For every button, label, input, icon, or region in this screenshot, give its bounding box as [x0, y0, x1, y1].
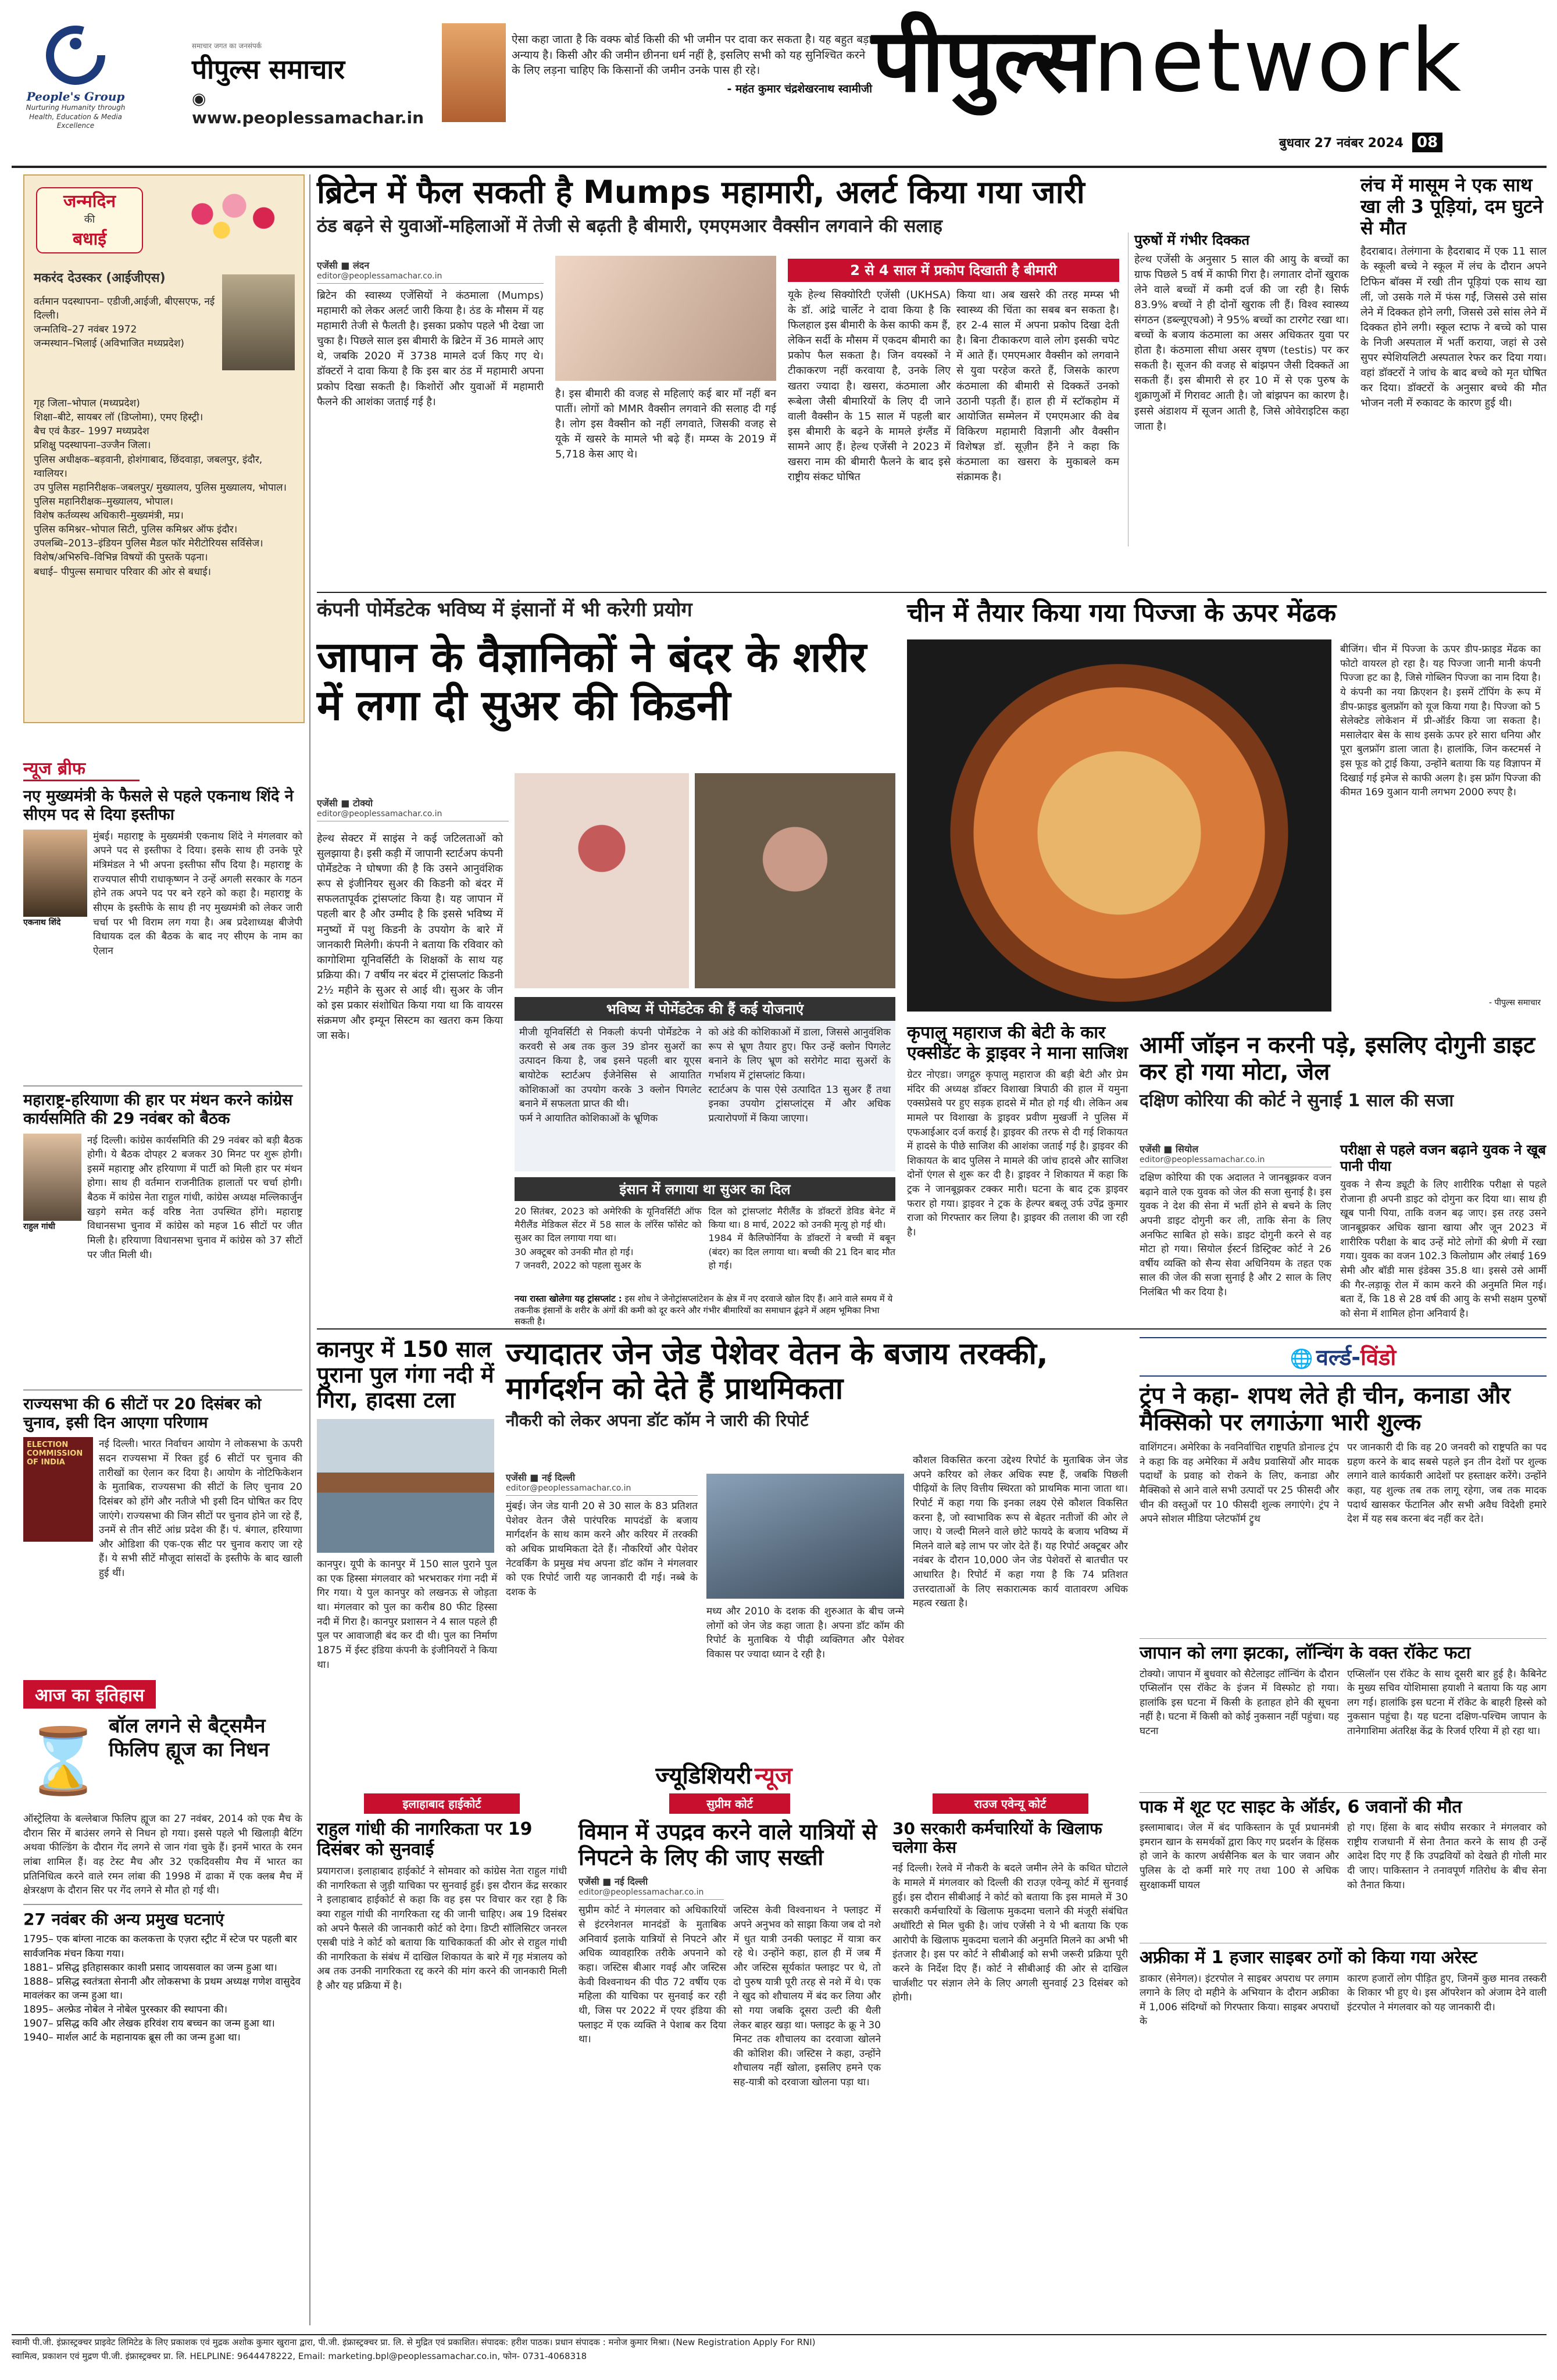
masthead-hindi: पीपुल्स [872, 10, 1094, 112]
japan-byline: एजेंसी ■ टोक्यो [317, 798, 373, 809]
footer-line-2: स्वामित्व, प्रकाशन एवं मुद्रण पी.जी. इंफ्रास्ट्रक्चर प्रा. लि. HELPLINE: 9644478222, Email: marketing.bpl@peoplessamachar.co.in, फोन- 0731-4068318 [12, 2351, 587, 2361]
brief-headline-1: नए मुख्यमंत्री के फैसले से पहले एकनाथ शिंदे ने सीएम पद से दिया इस्तीफा [23, 787, 294, 824]
mumps-byline: एजेंसी ■ लंदन [317, 260, 370, 271]
human-box [515, 1177, 895, 1291]
masthead-english: network [1093, 10, 1464, 112]
plans-title: भविष्य में पोर्मेडटेक की हैं कई योजनाएं [515, 997, 895, 1021]
mumps-subhead: ठंड बढ़ने से युवाओं-महिलाओं में तेजी से बढ़ती है बीमारी, एमएमआर वैक्सीन लगवाने की सलाह [317, 216, 942, 237]
office-workers-photo [706, 1474, 904, 1599]
rocket-col2: एप्सिलॉन एस रॉकेट के साथ दूसरी बार हुई है। कैबिनेट के मुख्य सचिव योशिमासा हयाशी ने बताया कि यह आग लग गई। हालांकि इस घटना में रॉकेट के बाहरी हिस्से को नुकसान पहुंचा है। यह घटना दक्षिण-पश्चिम जापान के तानेगाशिमा अंतरिक्ष केंद्र के रिजर्व एरिया में हो रहा था। [1347, 1668, 1547, 1738]
sc-email: editor@peoplessamachar.co.in [578, 1888, 724, 1900]
paper-name: पीपुल्स समाचार [192, 53, 345, 85]
korea-side-title: परीक्षा से पहले वजन बढ़ाने युवक ने खूब पानी पीया [1340, 1142, 1547, 1174]
world-label-a: वर्ल्ड [1316, 1345, 1352, 1370]
japan-col1: हेल्थ सेक्टर में साइंस ने कई जटिलताओं को सुलझाया है। इसी कड़ी में जापानी स्टार्टअप कंपनी पोर्मेडटेक ने घोषणा की है कि उसने आनुवंशिक रूप से इंजीनियर सुअर की किडनी को बंदर में सफलतापूर्वक ट्रांसप्लांट किया है। यह जापान में पहली बार है और उम्मीद है कि इससे भविष्य में मनुष्यों में पशु किडनी के उपयोग के बारे में जानकारी मिलेगी। कंपनी ने बताया कि रविवार को कागोशिमा यूनिवर्सिटी के शिक्षकों के साथ यह प्रक्रिया की। 7 वर्षीय नर बंदर में ट्रांसप्लांट किडनी 2½ महीने के सुअर से आई थी। सुअर के जीन को इस प्रकार संशोधित किया गया था कि वायरस संक्रमण और इम्यून सिस्टम का खतरा कम किया जा सके। [317, 832, 503, 1042]
plans-item: मीजी यूनिवर्सिटी से निकली कंपनी पोर्मेडटेक ने करवरी से अब तक कुल 39 डोनर सुअरों का उत्पादन किया है, जब इसने पहली बार यूएस बायोटेक स्टार्टअप ईजेनेसिस से आयातित कोशिकाओं का उपयोग करके 3 क्लोन पिगलेट बनाने में सफलता प्राप्त की थी। [519, 1027, 702, 1110]
kanpur-body: कानपुर। यूपी के कानपुर में 150 साल पुराने पुल का एक हिस्सा मंगलवार को भरभराकर गंगा नदी में गिर गया। ये पुल कानपुर को लखनऊ से जोड़ता था। मंगलवार को पुल का करीब 80 फीट हिस्सा नदी में गिरा है। कानपुर प्रशासन ने 4 साल पहले ही पुल पर आवाजाही बंद कर दी थी। पुल का निर्माण 1875 में ईस्ट इंडिया कंपनी के इंजीनियरों ने किया था। [317, 1559, 497, 1671]
masthead-title [872, 10, 1547, 134]
korea-subhead: दक्षिण कोरिया की कोर्ट ने सुनाई 1 साल की सजा [1140, 1091, 1454, 1111]
hyderabad-body: हैदराबाद। तेलंगाना के हैदराबाद में एक 11 साल के स्कूली बच्चे ने स्कूल में लंच के दौरान अपने टिफिन बॉक्स में रखी तीन पूड़ियां एक साथ खा लीं, जो उसके गले में फंस गईं, जिससे उसे सांस लेने में दिक्कत होने लगी, जिससे उसे सांस लेने में दिक्कत होने लगी। स्कूल स्टाफ ने बच्चे को पास के निजी अस्पताल में भर्ती कराया, जहां से उसे सुपर स्पेशियलिटी अस्पताल रेफर कर दिया गया। वहां डॉक्टरों ने जांच के बाद बच्चे को मृत घोषित कर दिया। डॉक्टरों के अनुसार बच्चे की मौत भोजन नली में रुकावट के कारण हुई थी। [1360, 245, 1547, 410]
mumps-col1: ब्रिटेन की स्वास्थ्य एजेंसियों ने कंठमाला (Mumps) महामारी को लेकर अलर्ट जारी किया है। ठंड के मौसम में यह महामारी तेजी से फैलती है। इसका प्रकोप पहले भी देखा जा चुका है। पिछले साल इस बीमारी के ब्रिटेन में 36 मामले आए थे, जबकि 2020 में 3738 मामले दर्ज किए गए थे। डॉक्टरों ने दावा किया है कि इस बार ठंड में महामारी अपना प्रकोप दिखा सकती है। किशोरों और युवाओं में महामारी फैलने की आशंका जताई गई है। [317, 290, 544, 408]
genz-byline: एजेंसी ■ नई दिल्ली [506, 1472, 576, 1483]
mumps-col2: है। इस बीमारी की वजह से महिलाएं कई बार माँ नहीं बन पातीं। लोगों को MMR वैक्सीन लगवाने की सलाह दी गई है। लोग इस वैक्सीन को नहीं लगवाते, जिसकी वजह से यूके में खसरे के मामले भी बढ़े हैं। मम्प्स के 2019 में 5,718 केस आए थे। [555, 388, 776, 461]
sc-headline: विमान में उपद्रव करने वाले यात्रियों से निपटने के लिए की जाए सख्ती [578, 1819, 877, 1870]
sc-col2: जस्टिस केवी विश्वनाथन ने फ्लाइट में अपने अनुभव को साझा किया जब दो नशे में धुत यात्री उनकी फ्लाइट में यात्रा कर रहे थे। उन्होंने कहा, हाल ही में जब मैं और जस्टिस सूर्यकांत फ्लाइट पर थे, तो दो पुरुष यात्री पूरी तरह से नशे में थे। एक ने खुद को शौचालय में बंद कर लिया और सो गया जबकि दूसरा उल्टी की थैली लेकर बाहर खड़ा था। फ्लाइट के क्रू ने 30 मिनट तक शौचालय का दरवाजा खोलने की कोशिश की। जस्टिस ने कहा, उन्होंने शौचालय नहीं खोला, इसलिए हमने एक सह-यात्री को दरवाजा खोलना पड़ा था। [733, 1904, 881, 2089]
africa-headline: अफ्रीका में 1 हजार साइबर ठगों को किया गया अरेस्ट [1140, 1943, 1547, 1968]
hc-headline: राहुल गांधी की नागरिकता पर 19 दिसंबर को सुनवाई [317, 1819, 533, 1860]
trump-col1: वाशिंगटन। अमेरिका के नवनिर्वाचित राष्ट्रपति डोनाल्ड ट्रंप ने कहा कि वह अमेरिका में अवैध प्रवासियों और मादक पदार्थों के प्रवाह को रोकने के लिए, कनाडा और मैक्सिको से आने वाले सभी उत्पादों पर 25 फीसदी और चीन की वस्तुओं पर 10 फीसदी शुल्क लगाएंगे। ट्रंप ने अपने सोशल मीडिया प्लेटफॉर्म ट्रुथ [1140, 1442, 1339, 1525]
human-item: 30 अक्टूबर को उनकी मौत हो गई। [515, 1246, 634, 1257]
mumps-side-body: हेल्थ एजेंसी के अनुसार 5 साल की आयु के बच्चों का ग्राफ पिछले 5 वर्ष में काफी गिरा है। लगातार दोनों खुराक लेने वाले बच्चों में कमी दर्ज की जा रही है। सिर्फ 83.9% बच्चों ने ही दोनों खुराक ली हैं। विश्व स्वास्थ्य संगठन (डब्ल्यूएचओ) ने 95% बच्चों का टारगेट रखा था। बच्चों के बजाय कंठमाला का असर अधिकतर युवा पर होता है। कंठमाला सीधा असर वृषण (testis) पर कर सकती है। सूजन की वजह से बांझपन जैसी दिक्कतें आ सकती हैं। इस बीमारी से हर 10 में से एक पुरुष के शुक्राणुओं में गिरावट आती है। जो बांझपन का कारण है। इससे अंडाशय में सूजन आती है, जिसे ओवेराइटिस कहा जाता है। [1134, 253, 1349, 433]
japan-note-body: इस शोध ने जेनोट्रांसप्लांटेशन के क्षेत्र में नए दरवाजे खोल दिए हैं। आने वाले समय में ये तकनीक इंसानों के शरीर के अंगों की कमी को दूर करने और गंभीर बीमारियों का समाधान ढूंढ़ने में अहम भूमिका निभा सकती है। [515, 1293, 893, 1327]
brief-body-3: नई दिल्ली। भारत निर्वाचन आयोग ने लोकसभा के ऊपरी सदन राज्यसभा में रिक्त हुई 6 सीटों पर चुनाव की तारीखों का ऐलान कर दिया है। आयोग के नोटिफिकेशन के मुताबिक, राज्यसभा की सीटों के लिए चुनाव 20 दिसंबर को होंगे और नतीजे भी इसी दिन घोषित कर दिए जाएंगे। राज्यसभा की जिन सीटों पर चुनाव होने जा रहे हैं, उनमें से तीन सीटें आंध्र प्रदेश की हैं। पं. बंगाल, हरियाणा और ओडिशा की एक-एक सीट पर चुनाव कराए जा रहे हैं। ये सभी सीटें मौजूदा सांसदों के इस्तीफे के बाद खाली हुई थीं। [99, 1438, 302, 1579]
rc-body: नई दिल्ली। रेलवे में नौकरी के बदले जमीन लेने के कथित घोटाले के मामले में मंगलवार को दिल्ली की राउज़ एवेन्यू कोर्ट में सुनवाई हुई। इस दौरान सीबीआई ने कोर्ट को बताया कि इस मामले में 30 सरकारी कर्मचारियों के खिलाफ मुकदमा चलाने की मंजूरी संबंधित अथॉरिटी से मिल चुकी है। जांच एजेंसी ने ये भी बताया कि एक आरोपी के खिलाफ मुकदमा चलाने की अनुमति मिलने का अभी भी इंतजार है। इस पर कोर्ट ने सीबीआई को सभी जरूरी प्रक्रिया पूरी करने के निर्देश दिए हैं। कोर्ट ने सीबीआई की ओर से दाखिल चार्जशीट पर संज्ञान लेने के लिए अगली सुनवाई 23 दिसंबर को होगी। [892, 1863, 1128, 2004]
globe-icon: ◉ [192, 89, 206, 108]
mumps-article [317, 174, 1358, 593]
website-text: www.peoplessamachar.in [192, 108, 424, 127]
genz-headline: ज्यादातर जेन जेड पेशेवर वेतन के बजाय तरक्की, मार्गदर्शन को देते हैं प्राथमिकता [506, 1336, 1048, 1406]
genz-col1: मुंबई। जेन जेड यानी 20 से 30 साल के 83 प्रतिशत पेशेवर वेतन जैसे पारंपरिक मापदंडों के बजाय मार्गदर्शन के साथ काम करने और करियर में तरक्की को अधिक प्राथमिकता देते हैं। नौकरियों और पेशेवर नेटवर्किंग के प्रमुख मंच अपना डॉट कॉम ने मंगलवार को एक रिपोर्ट जारी यह जानकारी दी गई। नब्बे के दशक के [506, 1500, 698, 1598]
kripalu-article [907, 1023, 1128, 1325]
history-event: 1795– एक बांग्ला नाटक का कलकत्ता के एज़रा स्ट्रीट में स्टेज पर पहली बार सार्वजनिक मंचन किया गया। [23, 1934, 297, 1960]
japan-headline: जापान के वैज्ञानिकों ने बंदर के शरीर में लगा दी सुअर की किडनी [317, 632, 867, 730]
genz-subhead: नौकरी को लेकर अपना डॉट कॉम ने जारी की रिपोर्ट [506, 1410, 809, 1430]
plans-item: फर्म ने आयातित कोशिकाओं के भ्रूणिक [519, 1112, 658, 1124]
kripalu-body: ग्रेटर नोएडा। जगद्गुरु कृपालु महाराज की बड़ी बेटी और प्रेम मंदिर की अध्यक्ष डॉक्टर विशाखा त्रिपाठी की हाल में यमुना एक्सप्रेसवे पर हुए सड़क हादसे में मौत हो गई थी। लेकिन अब मामले पर विशाखा के ड्राइवर प्रवीण मुखर्जी ने पुलिस में एफआईआर दर्ज कराई है। ड्राइवर की तरफ से दी गई शिकायत में हादसे के पीछे साजिश की आशंका जताई गई है। ड्राइवर की शिकायत के बाद पुलिस ने मामले की जांच हादसे और साजिश दोनों एंगल से शुरू कर दी है। ड्राइवर ने शिकायत में कहा कि ट्रक ने जानबूझकर टक्कर मारी। घटना के बाद ट्रक ड्राइवर फरार हो गया। ड्राइवर ने ट्रक के हेल्पर बबलू उर्फ उपेंद्र कुमार राजा को गिरफ्तार कर लिया है। ड्राइवर की तलाश की जा रही है। [907, 1069, 1128, 1239]
history-event: 1895– अल्फ्रेड नोबेल ने नोबेल पुरस्कार की स्थापना की। [23, 2004, 228, 2016]
hourglass-icon: ⌛ [23, 1724, 103, 1798]
bridge-photo [317, 1419, 494, 1553]
human-item: 20 सितंबर, 2023 को अमेरिकी के यूनिवर्सिटी ऑफ मैरीलैंड मेडिकल सेंटर में 58 साल के लॉरेंस फॉसेट को सुअर का दिल लगाया गया था। [515, 1206, 702, 1244]
plans-item: को अंडे की कोशिकाओं में डाला, जिससे आनुवंशिक रूप से भ्रूण तैयार हुए। फिर उन्हें क्लोन पिगलेट बनाने के लिए भ्रूण को सरोगेट मादा सुअरों के गर्भाशय में ट्रांसप्लांट किया। [708, 1027, 891, 1081]
group-tagline: Nurturing Humanity through Health, Education & Media Excellence [26, 103, 126, 130]
world-label-b: विंडो [1360, 1345, 1397, 1370]
history-body: ऑस्ट्रेलिया के बल्लेबाज फिलिप ह्यूज का 27 नवंबर, 2014 को एक मैच के दौरान सिर में बाउंसर लगने से निधन हो गया। इससे पहले भी खिलाड़ी बैटिंग अथवा फील्डिंग के दौरान गेंद लगने से जान गंवा चुके हैं। इनमें भारत के रमन लांबा शामिल हैं। वह टेस्ट मैच और 32 एकदिवसीय मैच में भारत का प्रतिनिधित्व करने वाले रमन लांबा की 1998 में ढाका में एक क्लब मैच में क्षेत्ररक्षण के दौरान सिर पर गेंद लगने से मौत हो गई थी। [23, 1813, 302, 1897]
rocket-headline: जापान को लगा झटका, लॉन्चिंग के वक्त रॉकेट फटा [1140, 1638, 1547, 1664]
history-event: 1907– प्रसिद्ध कवि और लेखक हरिवंश राय बच्चन का जन्म हुआ था। [23, 2018, 275, 2030]
korea-col2: युवक ने सैन्य ड्यूटी के लिए शारीरिक परीक्षा से पहले रोजाना ही अपनी डाइट को दोगुना कर दिया था। साथ ही खूब पानी पिया, ताकि वजन बढ़ जाए। इस तरह उसने जानबूझकर अधिक खाना खाया और जून 2023 में शारीरिक परीक्षा के बाद उन्हें मोटे लोगों की श्रेणी में रखा गया। युवक का वजन 102.3 किलोग्राम और लंबाई 169 सेमी और बॉडी मास इंडेक्स 35.8 था। इससे उसे आर्मी की गैर-लड़ाकू रोल में काम करने की अनुमति मिल गई। बता दें, कि 18 से 28 वर्ष की आयु के सभी सक्षम पुरुषों को सेना में शामिल होना अनिवार्य है। [1340, 1179, 1547, 1320]
africa-col1: डाकार (सेनेगल)। इंटरपोल ने साइबर अपराध पर लगाम लगाने के लिए दो महीने के अभियान के दौरान अफ्रीका में 1,006 संदिग्धों को गिरफ्तार किया। साइबर अपराधों के [1140, 1972, 1339, 2028]
brief-photo-1 [23, 830, 87, 1080]
rc-tag: राउज एवेन्यू कोर्ट [933, 1793, 1088, 1814]
globe-icon: 🌐 [1290, 1348, 1313, 1370]
mumps-side-title: पुरुषों में गंभीर दिक्कत [1134, 232, 1250, 248]
brief-caption-1: एकनाथ शिंदे [23, 917, 61, 927]
history-events-title: 27 नवंबर की अन्य प्रमुख घटनाएं [23, 1904, 302, 1929]
genz-article [506, 1337, 1128, 1756]
quote-box [512, 32, 872, 148]
judiciary-section [317, 1759, 1131, 2331]
pak-col1: इस्लामाबाद। जेल में बंद पाकिस्तान के पूर्व प्रधानमंत्री इमरान खान के समर्थकों द्वारा किए गए प्रदर्शन के हिंसक हो जाने के कारण अर्धसैनिक बल के चार जवान और पुलिस के दो कर्मी मारे गए तथा 100 से अधिक सुरक्षाकर्मी घायल [1140, 1822, 1339, 1891]
sc-col1: सुप्रीम कोर्ट ने मंगलवार को अधिकारियों से इंटरनेशनल मानदंडों के मुताबिक अनिवार्य इलाके यात्रियों से निपटने और अधिक व्यावहारिक तरीके अपनाने को कहा। जस्टिस बीआर गवई और जस्टिस केवी विश्वनाथन की पीठ 72 वर्षीय एक महिला की याचिका पर सुनवाई कर रही थी, जिस पर 2022 में एयर इंडिया की फ्लाइट में एक व्यक्ति ने पेशाब कर दिया था। [578, 1904, 726, 2046]
birthday-box [23, 174, 305, 723]
trump-col2: पर जानकारी दी कि वह 20 जनवरी को राष्ट्रपति का पद ग्रहण करने के बाद सबसे पहले इन तीन देशों पर शुल्क लगाने वाले कार्यकारी आदेशों पर हस्ताक्षर करेंगे। उन्होंने कहा, यह शुल्क तब तक लागू रहेगा, जब तक मादक पदार्थ खासकर फेंटानिल और सभी अवैध विदेशी हमारे देश में यह सब करना बंद नहीं कर देते। [1347, 1442, 1547, 1525]
history-headline: बॉल लगने से बैट्समैन फिलिप ह्यूज का निधन [108, 1714, 270, 1761]
kidney-hands-photo [515, 773, 689, 988]
hyderabad-headline: लंच में मासूम ने एक साथ खा ली 3 पूड़ियां, दम घुटने से मौत [1360, 174, 1543, 239]
hc-tag: इलाहाबाद हाईकोर्ट [364, 1793, 520, 1814]
footer-line-1: स्वामी पी.जी. इंफ्रास्ट्रक्चर प्राइवेट लिमिटेड के लिए प्रकाशक एवं मुद्रक अशोक कुमार खुराना द्वारा, पी.जी. इंफ्रास्ट्रक्चर प्रा. लि. से मुद्रित एवं प्रकाशित। संपादक: हरीश पाठक। प्रधान संपादक : मनोज कुमार मिश्रा। (New Registration Apply For RNI) [12, 2337, 816, 2347]
pizza-headline: चीन में तैयार किया गया पिज्जा के ऊपर मेंढक [907, 598, 1337, 628]
pizza-article [907, 599, 1547, 1017]
hc-body: प्रयागराज। इलाहाबाद हाईकोर्ट ने सोमवार को कांग्रेस नेता राहुल गांधी की नागरिकता से जुड़ी याचिका पर सुनवाई हुई। इस दौरान केंद्र सरकार ने इलाहाबाद हाईकोर्ट से कहा कि वह इस पर विचार कर रहा है कि क्या राहुल गांधी की नागरिकता रद्द की जानी चाहिए। अब 19 दिसंबर को अपने फैसले की जानकारी कोर्ट को देगा। डिप्टी सॉलिसिटर जनरल एसबी पांडे ने कोर्ट को बताया कि याचिकाकर्ता की ओर से राहुल गांधी की नागरिकता के संबंध में दाखिल शिकायत के बारे में गृह मंत्रालय को अब तक उनकी नागरिकता रद्द करने की मांग करने की जानकारी मिली है और यह प्रक्रिया में है। [317, 1866, 567, 1992]
birthday-details: वर्तमान पदस्थापना– एडीजी,आईजी, बीएसएफ, नई दिल्ली। जन्मतिथि–27 नवंबर 1972 जन्मस्थान–भिलाई (अविभाजित मध्यप्रदेश) [34, 296, 215, 350]
human-item: 7 जनवरी, 2022 को पहला सुअर के [515, 1259, 641, 1271]
brief-headline-3: राज्यसभा की 6 सीटों पर 20 दिसंबर को चुनाव, इसी दिन आएगा परिणाम [23, 1389, 302, 1433]
judiciary-label-a: ज्यूडिशियरी [655, 1763, 752, 1789]
trump-headline: ट्रंप ने कहा- शपथ लेते ही चीन, कनाडा और मैक्सिको पर लगाऊंगा भारी शुल्क [1140, 1382, 1510, 1436]
judiciary-label-b: न्यूज [754, 1763, 792, 1789]
korea-article [1140, 1032, 1547, 1323]
group-name: People's Group [26, 90, 125, 103]
issue-date: बुधवार 27 नवंबर 2024 [1279, 136, 1404, 151]
footer [12, 2334, 1547, 2379]
history-event: 1881– प्रसिद्ध इतिहासकार काशी प्रसाद जायसवाल का जन्म हुआ था। [23, 1961, 277, 1974]
brief-body-2: नई दिल्ली। कांग्रेस कार्यसमिति की 29 नवंबर को बड़ी बैठक होगी। ये बैठक दोपहर 2 बजकर 30 मिनट पर शुरू होगी। इसमें महाराष्ट्र और हरियाणा में पार्टी को मिली हार पर मंथन होगा। साथ ही वर्तमान राजनीतिक हालातों पर चर्चा होगी। बैठक में कांग्रेस नेता राहुल गांधी, कांग्रेस अध्यक्ष मल्लिकार्जुन खड़गे समेत कई वरिष्ठ नेता उपस्थित होंगे। महाराष्ट्र विधानसभा चुनाव में कांग्रेस को महज 16 सीटों पर जीत मिली है। हरियाणा विधानसभा चुनाव में कांग्रेस को 37 सीटों पर जीत मिली थी। [87, 1134, 302, 1261]
genz-email: editor@peoplessamachar.co.in [506, 1484, 698, 1496]
pak-headline: पाक में शूट एट साइट के ऑर्डर, 6 जवानों की मौत [1140, 1792, 1547, 1818]
paper-logo [192, 41, 424, 128]
pizza-credit: - पीपुल्स समाचार [1488, 998, 1541, 1007]
election-commission-image: ELECTION COMMISSION OF INDIA [23, 1437, 93, 1542]
sc-byline: एजेंसी ■ नई दिल्ली [578, 1876, 648, 1888]
history-event: 1940– मार्शल आर्ट के महानायक ब्रूस ली का जन्म हुआ था। [23, 2032, 241, 2044]
korea-email: editor@peoplessamachar.co.in [1140, 1155, 1331, 1167]
brief-body-1: मुंबई। महाराष्ट्र के मुख्यमंत्री एकनाथ शिंदे ने मंगलवार को अपने पद से इस्तीफा दे दिया। इसके साथ ही उनके पूरे मंत्रिमंडल ने भी अपना इस्तीफा सौंप दिया है। महाराष्ट्र के राज्यपाल सीपी राधाकृष्णन ने उन्हें अगली सरकार के गठन होने तक अपने पद पर बने रहने को कहा है। महाराष्ट्र के सीएम के इस्तीफे के साथ ही नए मुख्यमंत्री को लेकर जारी चर्चा पर भी विराम लग गया है। अब प्रदेशाध्यक्ष बीजेपी विधायक दल की बैठक के बाद नए सीएम के नाम का ऐलान [93, 830, 302, 957]
website-link[interactable] [192, 89, 424, 127]
pizza-body: बीजिंग। चीन में पिज्जा के ऊपर डीप-फ्राइड मेंढक का फोटो वायरल हो रहा है। यह पिज्जा जानी मानी कंपनी पिज्जा हट का है, जिसे गोब्लिन पिज्जा का नाम दिया है। ये कंपनी का नया क्रिएशन है। इसमें टॉपिंग के रूप में डीप-फ्राइड बुलफ्रॉग को यूज किया गया है। पिज्जा को 5 सेलेक्टेड लोकेशन में प्री-ऑर्डर किया जा सकता है। मसालेदार बेस के साथ इसके ऊपर हरे सारा धनिया और पूरा बुलफ्रॉग डाला जाता है। हालांकि, जिन कस्टमर्स ने इस फूड को ट्राई किया, उन्होंने बताया कि यह विज्ञापन में दिखाई गई इमेज से काफी अलग है। इस फ्रॉग पिज्जा की कीमत 169 युआन यानी लगभग 2000 रुपए है। [1340, 644, 1541, 799]
korea-col1: दक्षिण कोरिया की एक अदालत ने जानबूझकर वजन बढ़ाने वाले एक युवक को जेल की सजा सुनाई है। इस युवक ने देश की सेना में भर्ती होने से बचने के लिए अपनी डाइट दोगुनी कर ली, ताकि सेना के लिए अनफिट साबित हो सके। डाइट दोगुनी करने से वह मोटा हो गया। सियोल ईस्टर्न डिस्ट्रिक्ट कोर्ट ने 26 वर्षीय व्यक्ति को सैन्य सेवा अधिनियम के तहत एक साल की जेल की सजा सुनाई है और 2 साल के लिए निलंबित भी कर दिया है। [1140, 1172, 1331, 1299]
quote-author: - महंत कुमार चंद्रशेखरनाथ स्वामीजी [727, 82, 872, 95]
group-logo-icon [44, 23, 108, 87]
quote-text: ऐसा कहा जाता है कि वक्फ बोर्ड किसी की भी जमीन पर दावा कर सकता है। यह बहुत बड़ा अन्याय है। किसी और की जमीन छीनना धर्म नहीं है, इसलिए सभी को यह सुनिश्चित करने के लिए लड़ना चाहिए कि किसानों की जमीन उनके पास ही रहे। [512, 33, 872, 77]
birthday-details-more: गृह जिला–भोपाल (मध्यप्रदेश) शिक्षा–बीटे, सायबर लॉ (डिप्लोमा), एमए हिस्ट्री। बैच एवं कैडर– 1997 मध्यप्रदेश प्रशिक्षु पदस्थापना–उज्जैन जिला। पुलिस अधीक्षक–बड़वानी, होशंगाबाद, छिंदवाड़ा, जबलपुर, इंदौर, ग्वालियर। उप पुलिस महानिरीक्षक–जबलपुर/ मुख्यालय, पुलिस मुख्यालय, भोपाल। पुलिस महानिरीक्षक–मुख्यालय, भोपाल। विशेष कर्तव्यस्थ अधिकारी–मुख्यमंत्री, मप्र। पुलिस कमिश्नर–भोपाल सिटी, पुलिस कमिश्नर ऑफ इंदौर। उपलब्धि–2013–इंडियन पुलिस मैडल फॉर मेरीटोरियस सर्विसेज। विशेष/अभिरुचि–विभिन्न विषयों की पुस्तकें पढ़ना। बधाई– पीपुल्स समाचार परिवार की ओर से बधाई। [34, 398, 287, 578]
history-event: 1888– प्रसिद्ध स्वतंत्रता सेनानी और लोकसभा के प्रथम अध्यक्ष गणेश वासुदेव मावलंकर का जन्म हुआ था। [23, 1975, 301, 2002]
sick-child-photo [555, 256, 776, 381]
korea-headline: आर्मी जॉइन न करनी पड़े, इसलिए दोगुनी डाइट कर हो गया मोटा, जेल [1140, 1032, 1535, 1085]
birthday-person-photo [222, 274, 295, 370]
kanpur-article [317, 1337, 497, 1756]
brief-headline-2: महाराष्ट्र-हरियाणा की हार पर मंथन करने कांग्रेस कार्यसमिति की 29 नवंबर को बैठक [23, 1085, 302, 1129]
hyderabad-article [1360, 174, 1547, 593]
birthday-name: मकरंद देउस्कर (आईजीएस) [34, 271, 166, 285]
plans-box [515, 997, 895, 1171]
quote-author-photo [442, 23, 506, 122]
history-box [23, 1680, 302, 2325]
page-number: 08 [1412, 133, 1442, 152]
japan-email: editor@peoplessamachar.co.in [317, 809, 509, 821]
mumps-email: editor@peoplessamachar.co.in [317, 271, 544, 284]
brief-photo-2 [23, 1134, 81, 1384]
japan-note-title: नया रास्ता खोलेगा यह ट्रांसप्लांट : [515, 1293, 622, 1304]
monkey-photo [695, 773, 895, 988]
history-label: आज का इतिहास [23, 1680, 156, 1709]
sc-tag: सुप्रीम कोर्ट [669, 1793, 790, 1814]
kripalu-headline: कृपालु महाराज की बेटी के कार एक्सीडेंट के ड्राइवर ने माना साजिश [907, 1023, 1129, 1063]
japan-note [515, 1293, 895, 1327]
brief-caption-2: राहुल गांधी [23, 1221, 55, 1231]
africa-col2: कारण हजारों लोग पीड़ित हुए, जिनमें कुछ मानव तस्करी के शिकार भी हुए थे। इस ऑपरेशन को अंजाम देने वाली इंटरपोल ने मंगलवार को यह जानकारी दी। [1347, 1972, 1547, 2013]
genz-col2: मध्य और 2010 के दशक की शुरुआत के बीच जन्मे लोगों को जेन जेड कहा जाता है। अपना डॉट कॉम की रिपोर्ट के मुताबिक ये पीढ़ी व्यक्तिगत और पेशेवर विकास पर ज्यादा ध्यान दे रही है। [706, 1606, 904, 1660]
date-bar [1279, 133, 1547, 158]
mumps-red-tag: 2 से 4 साल में प्रकोप दिखाती है बीमारी [788, 259, 1119, 282]
genz-col3: कौशल विकसित करना उद्देश्य रिपोर्ट के मुताबिक जेन जेड अपने करियर को लेकर अधिक स्पष्ट हैं, जबकि पिछली पीढ़ियों के लिए वित्तीय स्थिरता को प्राथमिक माना जाता था। रिपोर्ट में कहा गया कि इनका लक्ष्य ऐसे कौशल विकसित करना है, जो स्वाभाविक रूप से बेहतर नतीजों की ओर ले जाए। ये जल्दी मिलने वाले छोटे फायदे के बजाय भविष्य में मिलने वाले बड़े लाभ पर जोर देते हैं। यह रिपोर्ट अक्टूबर और नवंबर के दौरान 10,000 जेन जेड पेशेवरों से बातचीत पर आधारित है। रिपोर्ट में कहा गया है कि 74 प्रतिशत उत्तरदाताओं के लिए सकारात्मक कार्य वातावरण अधिक महत्व रखता है। [913, 1455, 1128, 1610]
mumps-col4: किया था। अब खसरे की तरह मम्प्स भी स्वास्थ्य की चिंता का सबब बन सकता है। हर 2-4 साल में अपना प्रकोप दिखा देती है। बिना टीकाकरण वाले लोग इसकी चपेट में आते हैं। एमएमआर वैक्सीन को लगवाने से युवा परहेज करते हैं, जिसके कारण कंठमाला की बीमारी से दिक्कतें उनको उठानी पड़ती हैं। हाल ही में स्टॉकहोम में आयोजित सम्मेलन में एमएमआर की वेब विकिरण महामारी विज्ञानी और वैक्सीन विशेषज्ञ डॉ. सूज़ीन हैंने ने कहा कि कंठमाला का खसरा के मुकाबले कम संक्रामक है। [956, 289, 1119, 484]
world-window: 🌐 वर्ल्ड-विंडो ट्रंप ने कहा- शपथ लेते ही चीन, कनाडा और मैक्सिको पर लगाऊंगा भारी शुल्क वाशिंगटन। अमेरिका के नवनिर्वाचित राष्ट्रपति डोनाल्ड ट्रंप ने कहा कि वह अमेरिका में अवैध प्रवासियों और मादक पदार्थों के प्रवाह को रोकने के लिए, कनाडा और मैक्सिको से आने वाले सभी उत्पादों पर 25 फीसदी और चीन की वस्तुओं पर 10 फीसदी शुल्क लगाएंगे। ट्रंप ने अपने सोशल मीडिया प्लेटफॉर्म ट्रुथ पर जानकारी दी कि वह 20 जनवरी को राष्ट्रपति का पद ग्रहण करने के बाद सबसे पहले इन तीन देशों पर शुल्क लगाने वाले कार्यकारी आदेशों पर हस्ताक्षर करेंगे। उन्होंने कहा, यह शुल्क तब तक लागू रहेगा, जब तक मादक पदार्थ खासकर फेंटानिल और सभी अवैध विदेशी हमारे देश में यह सब करना बंद नहीं कर देते। जापान को लगा झटका, लॉन्चिंग के वक्त रॉकेट फटा टोक्यो। जापान में बुधवार को सैटेलाइट लॉन्चिंग के दौरान एप्सिलॉन एस रॉकेट के इंजन में विस्फोट हो गया। हालांकि इस घटना में किसी के हताहत होने की सूचना नहीं है। घटना में किसी को कोई नुकसान नहीं पहुंचा। यह घटना एप्सिलॉन एस रॉकेट के साथ दूसरी बार हुई है। कैबिनेट के मुख्य सचिव योशिमासा हयाशी ने बताया कि यह आग लग गई। हालांकि इस घटना में रॉकेट के बाहरी हिस्से को नुकसान पहुंचा है। यह घटना दक्षिण-पश्चिम जापान के तानेगाशिमा अंतरिक्ष केंद्र के रिजर्व एरिया में हो रहा था। पाक में शूट एट साइट के ऑर्डर, 6 जवानों की मौत इस्लामाबाद। जेल में बंद पाकिस्तान के पूर्व प्रधानमंत्री इमरान खान के समर्थकों द्वारा किए गए प्रदर्शन के हिंसक हो जाने के कारण अर्धसैनिक बल के चार जवान और पुलिस के दो कर्मी मारे गए तथा 100 से अधिक सुरक्षाकर्मी घायल हो गए। हिंसा के बाद संघीय सरकार ने मंगलवार को राष्ट्रीय राजधानी में सेना तैनात करने के साथ ही उन्हें आदेश दिए गए हैं कि उपद्रवियों को देखते ही गोली मार दी जाए। पाकिस्तान ने तनावपूर्ण गतिरोध के बीच सेना को तैनात किया। अफ्रीका में 1 हजार साइबर ठगों को किया गया अरेस्ट डाकार (सेनेगल)। इंटरपोल ने साइबर अपराध पर लगाम लगाने के लिए दो महीने के अभियान के दौरान अफ्रीका में 1,006 संदिग्धों को गिरफ्तार किया। साइबर अपराधों के कारण हजारों लोग पीड़ित हुए, जिनमें कुछ मानव तस्करी के शिकार भी हुए थे। इस ऑपरेशन को अंजाम देने वाली इंटरपोल ने मंगलवार को यह जानकारी दी। [1140, 1337, 1547, 2325]
human-title: इंसान में लगाया था सुअर का दिल [515, 1177, 895, 1201]
group-logo [17, 23, 134, 151]
human-item: दिल को ट्रांसप्लांट मैरीलैंड के डॉक्टरों डेविड बेनेट में किया था। 8 मार्च, 2022 को उनकी मृत्यु हो गई थी। [708, 1206, 895, 1231]
human-item: 1984 में कैलिफोर्निया के डॉक्टरों ने बच्ची में बबून (बंदर) का दिल लगाया था। बच्ची की 21 दिन बाद मौत हो गई। [708, 1232, 895, 1271]
mumps-col3: यूके हेल्थ सिक्योरिटी एजेंसी (UKHSA) के डॉ. आंद्रे चार्लेट ने दावा किया है कि फिलहाल इस बीमारी के केस काफी कम हैं, लेकिन सर्दी के मौसम में एकदम बीमारी का प्रकोप फैल सकता है। जिन वयस्कों ने टीकाकरण नहीं करवाया है, उनके लिए खतरा ज्यादा है। खसरा, कंठमाला और रूबेला जैसी बीमारियों के लिए दी जाने वाली वैक्सीन के 15 साल में पहली बार इस बीमारी के बढ़ने के मामले इंग्लैंड में सामने आए हैं। हेल्थ एजेंसी ने 2023 में खसरा नाम की बीमारी फैलने के बाद इसे राष्ट्रीय संकट घोषित [788, 289, 951, 484]
mumps-headline: ब्रिटेन में फैल सकती है Mumps महामारी, अलर्ट किया गया जारी [317, 174, 1085, 210]
paper-tag: समाचार जगत का जनसंपर्क [192, 42, 262, 50]
birthday-title: जन्मदिन की बधाई [36, 187, 143, 253]
kanpur-headline: कानपुर में 150 साल पुराना पुल गंगा नदी में गिरा, हादसा टला [317, 1336, 494, 1413]
history-events [23, 1932, 302, 2045]
news-brief [23, 756, 302, 1657]
japan-kicker: कंपनी पोर्मेडटेक भविष्य में इंसानों में भी करेगी प्रयोग [317, 598, 692, 621]
masthead [0, 0, 1557, 174]
japan-article [317, 598, 898, 1327]
korea-byline: एजेंसी ■ सियोल [1140, 1143, 1199, 1155]
frog-pizza-photo [907, 639, 1331, 1012]
plans-item: स्टार्टअप के पास ऐसे उत्पादित 13 सुअर हैं तथा इनका उपयोग ट्रांसप्लांट्स में और अधिक प्रत्यारोपणों में किया जाएगा। [708, 1084, 891, 1124]
flower-basket-icon [164, 181, 292, 263]
news-brief-label: न्यूज ब्रीफ [23, 756, 140, 781]
rocket-col1: टोक्यो। जापान में बुधवार को सैटेलाइट लॉन्चिंग के दौरान एप्सिलॉन एस रॉकेट के इंजन में विस्फोट हो गया। हालांकि इस घटना में किसी के हताहत होने की सूचना नहीं है। घटना में किसी को कोई नुकसान नहीं पहुंचा। यह घटना [1140, 1668, 1339, 1738]
pak-col2: हो गए। हिंसा के बाद संघीय सरकार ने मंगलवार को राष्ट्रीय राजधानी में सेना तैनात करने के साथ ही उन्हें आदेश दिए गए हैं कि उपद्रवियों को देखते ही गोली मार दी जाए। पाकिस्तान ने तनावपूर्ण गतिरोध के बीच सेना को तैनात किया। [1347, 1822, 1547, 1891]
rc-headline: 30 सरकारी कर्मचारियों के खिलाफ चलेगा केस [892, 1819, 1102, 1857]
